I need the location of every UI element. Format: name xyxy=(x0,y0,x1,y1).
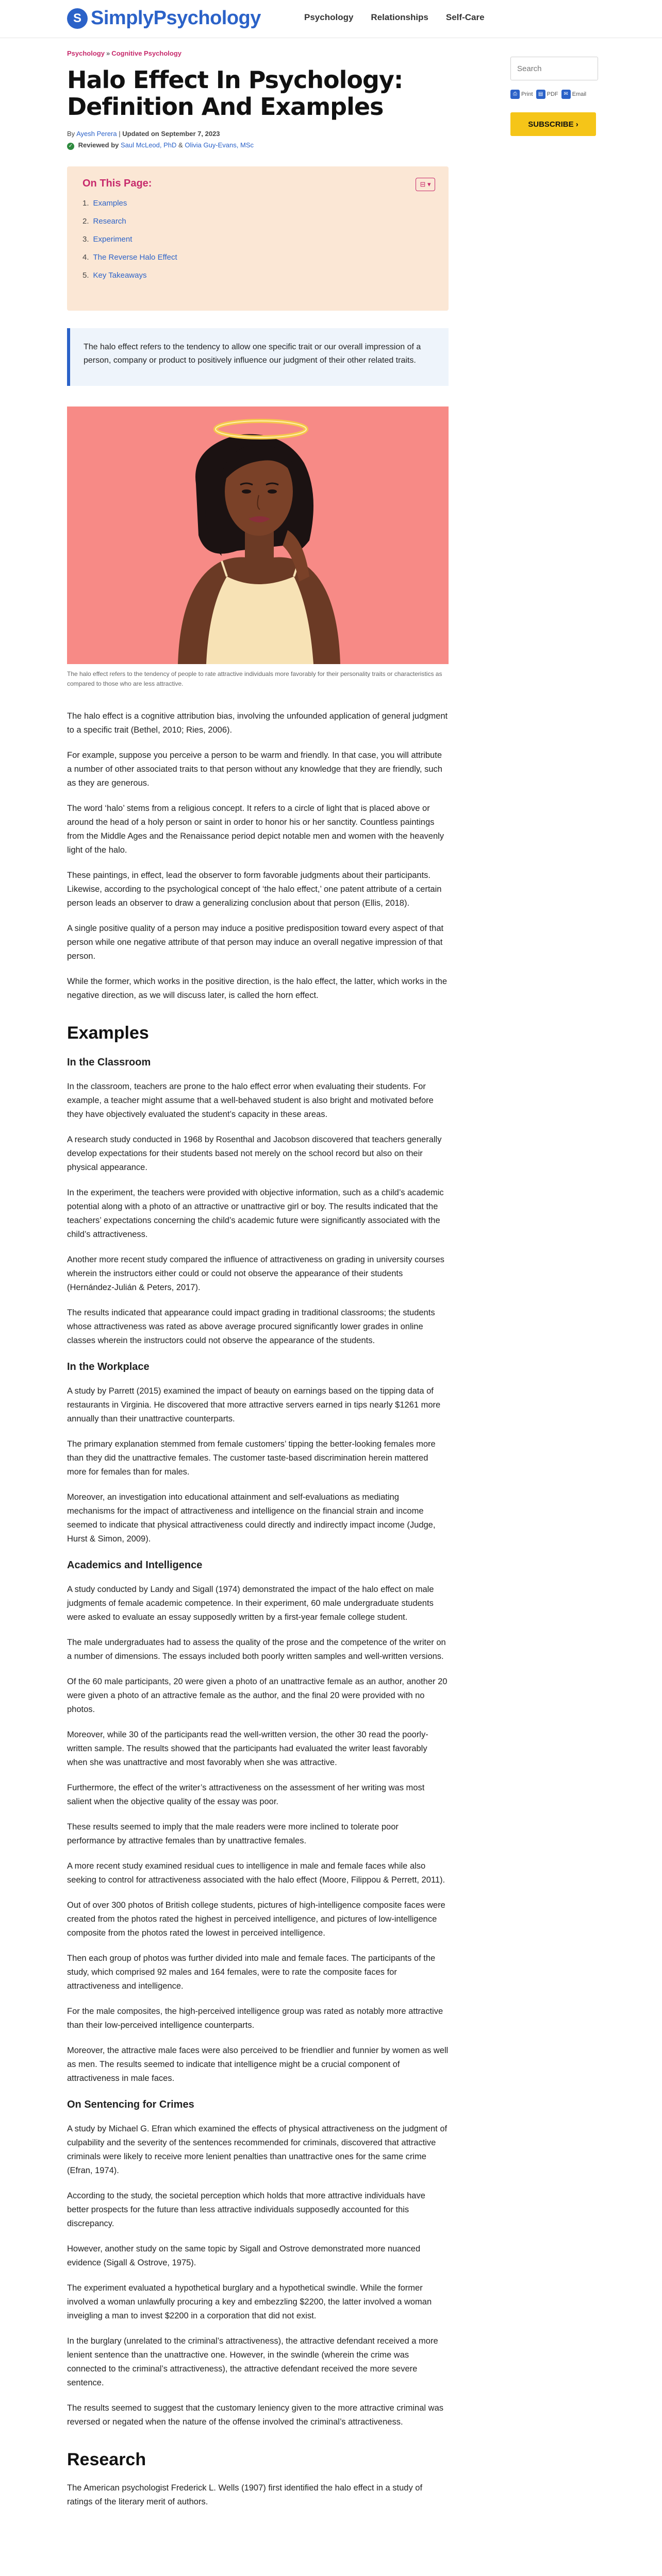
intro-paragraph: A single positive quality of a person may induce a positive predisposition toward every aspect of that person while one negative attribute of that person may induce an overall negative impression of that person. xyxy=(67,924,444,961)
hero-caption: The halo effect refers to the tendency of people to rate attractive individuals more favorably for their personality traits or characteristics as compared to those who are less attractive. xyxy=(67,670,442,687)
intro-paragraph: These paintings, in effect, lead the observer to form favorable judgments about their participants. Likewise, according to the psychological concept of ‘the halo effect,’ one patent attribute of a certain person leads an observer to draw a generalizing conclusion about that person (Ellis, 2018). xyxy=(67,871,442,908)
nav-link-self-care[interactable]: Self-Care xyxy=(445,12,485,22)
toc-list xyxy=(82,199,433,280)
academics-paragraph: Then each group of photos was further divided into male and female faces. The participants of the study, which comprised 92 males and 164 females, were to rate the composite faces for attractiveness and intelligence. xyxy=(67,1954,436,1991)
site-header xyxy=(0,0,662,38)
sentencing-paragraph: The results seemed to suggest that the customary leniency given to the more attractive criminal was reversed or negated when the nature of the offense involved the criminal’s attractiveness. xyxy=(67,2403,444,2427)
academics-paragraph: Moreover, the attractive male faces were also perceived to be friendlier and funnier by women as well as men. The results seemed to indicate that intelligence might be a crucial component of attractiveness in male faces. xyxy=(67,2046,449,2083)
search-input[interactable] xyxy=(510,57,598,80)
academics-paragraph: Furthermore, the effect of the writer’s attractiveness on the assessment of her writing was most salient when the objective quality of the essay was poor. xyxy=(67,1783,425,1806)
pdf-label: PDF xyxy=(547,91,558,97)
author-link[interactable]: Ayesh Perera xyxy=(76,130,117,138)
byline-separator: | xyxy=(119,130,121,138)
workplace-paragraph: The primary explanation stemmed from female customers’ tipping the better-looking females more than they did the unattractive females. The customer taste-based discrimination herein mattered more for females than for males. xyxy=(67,1439,436,1477)
academics-paragraph: A study conducted by Landy and Sigall (1974) demonstrated the impact of the halo effect on male judgments of female academic competence. In their experiment, 60 male undergraduate students were asked to evaluate an essay supposedly written by a first-year female college student. xyxy=(67,1585,434,1622)
reviewer-and: & xyxy=(178,141,183,149)
toc-item[interactable] xyxy=(82,235,433,244)
classroom-paragraph: A research study conducted in 1968 by Rosenthal and Jacobson discovered that teachers generally develop expectations for their students based not merely on the school record but also on their physical appearance. xyxy=(67,1135,442,1172)
top-nav xyxy=(304,12,485,23)
sidebar xyxy=(510,57,598,136)
academics-paragraph: A more recent study examined residual cues to intelligence in male and female faces while also seeking to control for attractiveness associated with the halo effect (Moore, Filippou & Perrett, 2011). xyxy=(67,1861,445,1885)
logo-text-psychology: Psychology xyxy=(153,7,261,29)
pdf-icon: ▤ xyxy=(536,90,545,99)
academics-paragraph: The male undergraduates had to assess the quality of the prose and the competence of the writer on a number of dimensions. The essays included both poorly written samples and well-written versions. xyxy=(67,1638,446,1661)
logo-mark-icon: S xyxy=(67,8,88,29)
toc-item-number: 5. xyxy=(82,271,89,280)
byline-by-label: By xyxy=(67,130,75,138)
workplace-paragraph: Moreover, an investigation into educational attainment and self-evaluations as mediating mechanisms for the impact of attractiveness and intelligence on the financial strain and income seemed to indicate that physical attractiveness could directly and indirectly impact income (Judge, Hurst & Simon, 2009). xyxy=(67,1493,436,1544)
academics-paragraph: Of the 60 male participants, 20 were given a photo of an unattractive female as an author, another 20 were given a photo of an attractive female as the author, and the final 20 were provided with no photos. xyxy=(67,1677,448,1714)
byline xyxy=(67,128,449,151)
breadcrumb-cognitive-psychology[interactable]: Cognitive Psychology xyxy=(111,49,182,57)
academics-paragraph: Moreover, while 30 of the participants read the well-written version, the other 30 read the poorly-written sample. The results showed that the participants had evaluated the writer least favorably when she was unattractive and most favorably when she was attractive. xyxy=(67,1730,428,1767)
breadcrumb-psychology[interactable]: Psychology xyxy=(67,49,105,57)
toc-item[interactable] xyxy=(82,199,433,208)
table-of-contents xyxy=(67,166,449,311)
classroom-paragraph: In the classroom, teachers are prone to the halo effect error when evaluating their students. For example, a teacher might assume that a well-behaved student is also bright and motivated before they have objectively evaluated the student’s capacity in these areas. xyxy=(67,1082,434,1119)
toc-item-number: 3. xyxy=(82,235,89,244)
email-button[interactable] xyxy=(561,90,587,99)
breadcrumb xyxy=(67,49,449,57)
breadcrumb-separator: » xyxy=(106,49,110,57)
nav-link-psychology[interactable]: Psychology xyxy=(304,12,354,22)
logo-text-simply: Simply xyxy=(91,7,154,29)
print-button[interactable] xyxy=(510,90,533,99)
sentencing-paragraph: A study by Michael G. Efran which examined the effects of physical attractiveness on the judgment of culpability and the severity of the sentences recommended for criminals, discovered that attractive criminals were likely to receive more lenient penalties than unattractive ones for the same crime (Efran, 1974). xyxy=(67,2124,448,2175)
byline-reviewer-row xyxy=(67,140,449,151)
intro-paragraph: While the former, which works in the positive direction, is the halo effect, the latter, which works in the negative direction, as we will discuss later, is called the horn effect. xyxy=(67,977,448,1000)
toc-toggle-button[interactable]: ⊟ ▾ xyxy=(416,178,435,191)
site-logo[interactable] xyxy=(67,7,261,29)
workplace-heading: In the Workplace xyxy=(67,1361,150,1372)
classroom-paragraph: In the experiment, the teachers were provided with objective information, such as a child’s academic potential along with a photo of an attractive or unattractive girl or boy. The results indicated that the teachers’ expectations concerning the child’s academic future were significantly associated with the child’s attractiveness. xyxy=(67,1188,444,1239)
hero-illustration xyxy=(67,406,449,664)
reviewer-link-2[interactable]: Olivia Guy-Evans, MSc xyxy=(185,141,254,149)
workplace-paragraph: A study by Parrett (2015) examined the impact of beauty on earnings based on the tipping data of restaurants in Virginia. He discovered that more attractive servers earned in tips nearly $1261 more annually than their unattractive counterparts. xyxy=(67,1386,441,1423)
toc-link-examples[interactable]: Examples xyxy=(93,199,127,208)
byline-author-row xyxy=(67,128,449,140)
email-icon: ✉ xyxy=(561,90,571,99)
sentencing-paragraph: The experiment evaluated a hypothetical burglary and a hypothetical swindle. While the former involved a woman unlawfully procuring a key and embezzling $2200, the latter involved a woman inveigling a man to invest $2200 in a corporation that did not exist. xyxy=(67,2283,432,2320)
page-title: Halo Effect In Psychology: Definition And Examples xyxy=(67,66,403,121)
email-label: Email xyxy=(572,91,587,97)
toc-item[interactable] xyxy=(82,217,433,226)
academics-paragraph: Out of over 300 photos of British college students, pictures of high-intelligence composite faces were created from the photos rated the highest in perceived intelligence, and pictures of low-intelligence composite from the photos rated the lowest in perceived intelligence. xyxy=(67,1901,445,1938)
toc-item-number: 4. xyxy=(82,253,89,262)
classroom-paragraph: Another more recent study compared the influence of attractiveness on grading in university courses wherein the instructors either could or could not observe the appearance of their students (Hernández-Julián & Peters, 2017). xyxy=(67,1255,444,1292)
subscribe-button[interactable]: SUBSCRIBE › xyxy=(510,112,596,136)
research-heading: Research xyxy=(67,2450,146,2469)
print-icon: ⎙ xyxy=(510,90,520,99)
intro-paragraph: The halo effect is a cognitive attribution bias, involving the unfounded application of general judgment to a specific trait (Bethel, 2010; Ries, 2006). xyxy=(67,711,448,735)
halo-woman-illustration xyxy=(67,406,449,664)
examples-heading: Examples xyxy=(67,1023,149,1043)
toc-link-experiment[interactable]: Experiment xyxy=(93,235,133,244)
research-paragraph: The American psychologist Frederick L. Wells (1907) first identified the halo effect in a study of ratings of the literary merit of authors. xyxy=(67,2483,423,2506)
reviewed-by-label: Reviewed by xyxy=(78,141,119,149)
academics-paragraph: For the male composites, the high-perceived intelligence group was rated as notably more attractive than their low-perceived intelligence counterparts. xyxy=(67,2007,443,2030)
sentencing-heading: On Sentencing for Crimes xyxy=(67,2099,194,2110)
sentencing-paragraph: According to the study, the societal perception which holds that more attractive individuals have better prospects for the future than less attractive individuals supposedly accounted for this discrepancy. xyxy=(67,2191,425,2228)
toc-item[interactable] xyxy=(82,271,433,280)
toc-item-number: 2. xyxy=(82,217,89,226)
nav-link-relationships[interactable]: Relationships xyxy=(371,12,428,22)
intro-paragraph: The word ‘halo’ stems from a religious concept. It refers to a circle of light that is placed above or around the head of a holy person or saint in order to honor his or her sanctity. Countless paintings from the Middle Ages and the Renaissance period depict notable men and women with the heavenly light of the halo. xyxy=(67,804,444,855)
toc-title: On This Page: xyxy=(82,178,152,189)
toc-link-reverse-halo[interactable]: The Reverse Halo Effect xyxy=(93,253,177,262)
reviewer-link-1[interactable]: Saul McLeod, PhD xyxy=(121,141,177,149)
verified-check-icon: ✓ xyxy=(67,143,74,150)
logo-text xyxy=(91,7,261,29)
pdf-button[interactable] xyxy=(536,90,558,99)
toc-link-research[interactable]: Research xyxy=(93,217,126,226)
academics-paragraph: These results seemed to imply that the male readers were more inclined to tolerate poor performance by attractive females than by unattractive females. xyxy=(67,1822,399,1845)
classroom-paragraph: The results indicated that appearance could impact grading in traditional classrooms; the students whose attractiveness was rated as above average procured significantly lower grades in online classes wherein the instructors could not observe the appearance of the students. xyxy=(67,1308,435,1345)
article-main xyxy=(67,49,449,2509)
share-toolbar xyxy=(510,90,598,99)
toc-item[interactable] xyxy=(82,253,433,262)
classroom-heading: In the Classroom xyxy=(67,1057,151,1068)
definition-callout: The halo effect refers to the tendency to allow one specific trait or our overall impression of a person, company or product to positively influence our judgment of their other related traits. xyxy=(67,328,449,386)
print-label: Print xyxy=(521,91,533,97)
academics-heading: Academics and Intelligence xyxy=(67,1560,203,1571)
intro-paragraph: For example, suppose you perceive a person to be warm and friendly. In that case, you will attribute a number of other associated traits to that person without any knowledge that they are friendly, such as they are generous. xyxy=(67,751,442,788)
sentencing-paragraph: In the burglary (unrelated to the criminal’s attractiveness), the attractive defendant received a more lenient sentence than the unattractive one. However, in the swindle (wherein the crime was connected to the criminal’s attractiveness), the attractive defendant received the more severe sentence. xyxy=(67,2336,438,2387)
article-body xyxy=(67,709,449,2509)
toc-link-key-takeaways[interactable]: Key Takeaways xyxy=(93,271,147,280)
updated-date: Updated on September 7, 2023 xyxy=(122,130,220,138)
toc-item-number: 1. xyxy=(82,199,89,208)
sentencing-paragraph: However, another study on the same topic by Sigall and Ostrove demonstrated more nuanced evidence (Sigall & Ostrove, 1975). xyxy=(67,2244,421,2267)
